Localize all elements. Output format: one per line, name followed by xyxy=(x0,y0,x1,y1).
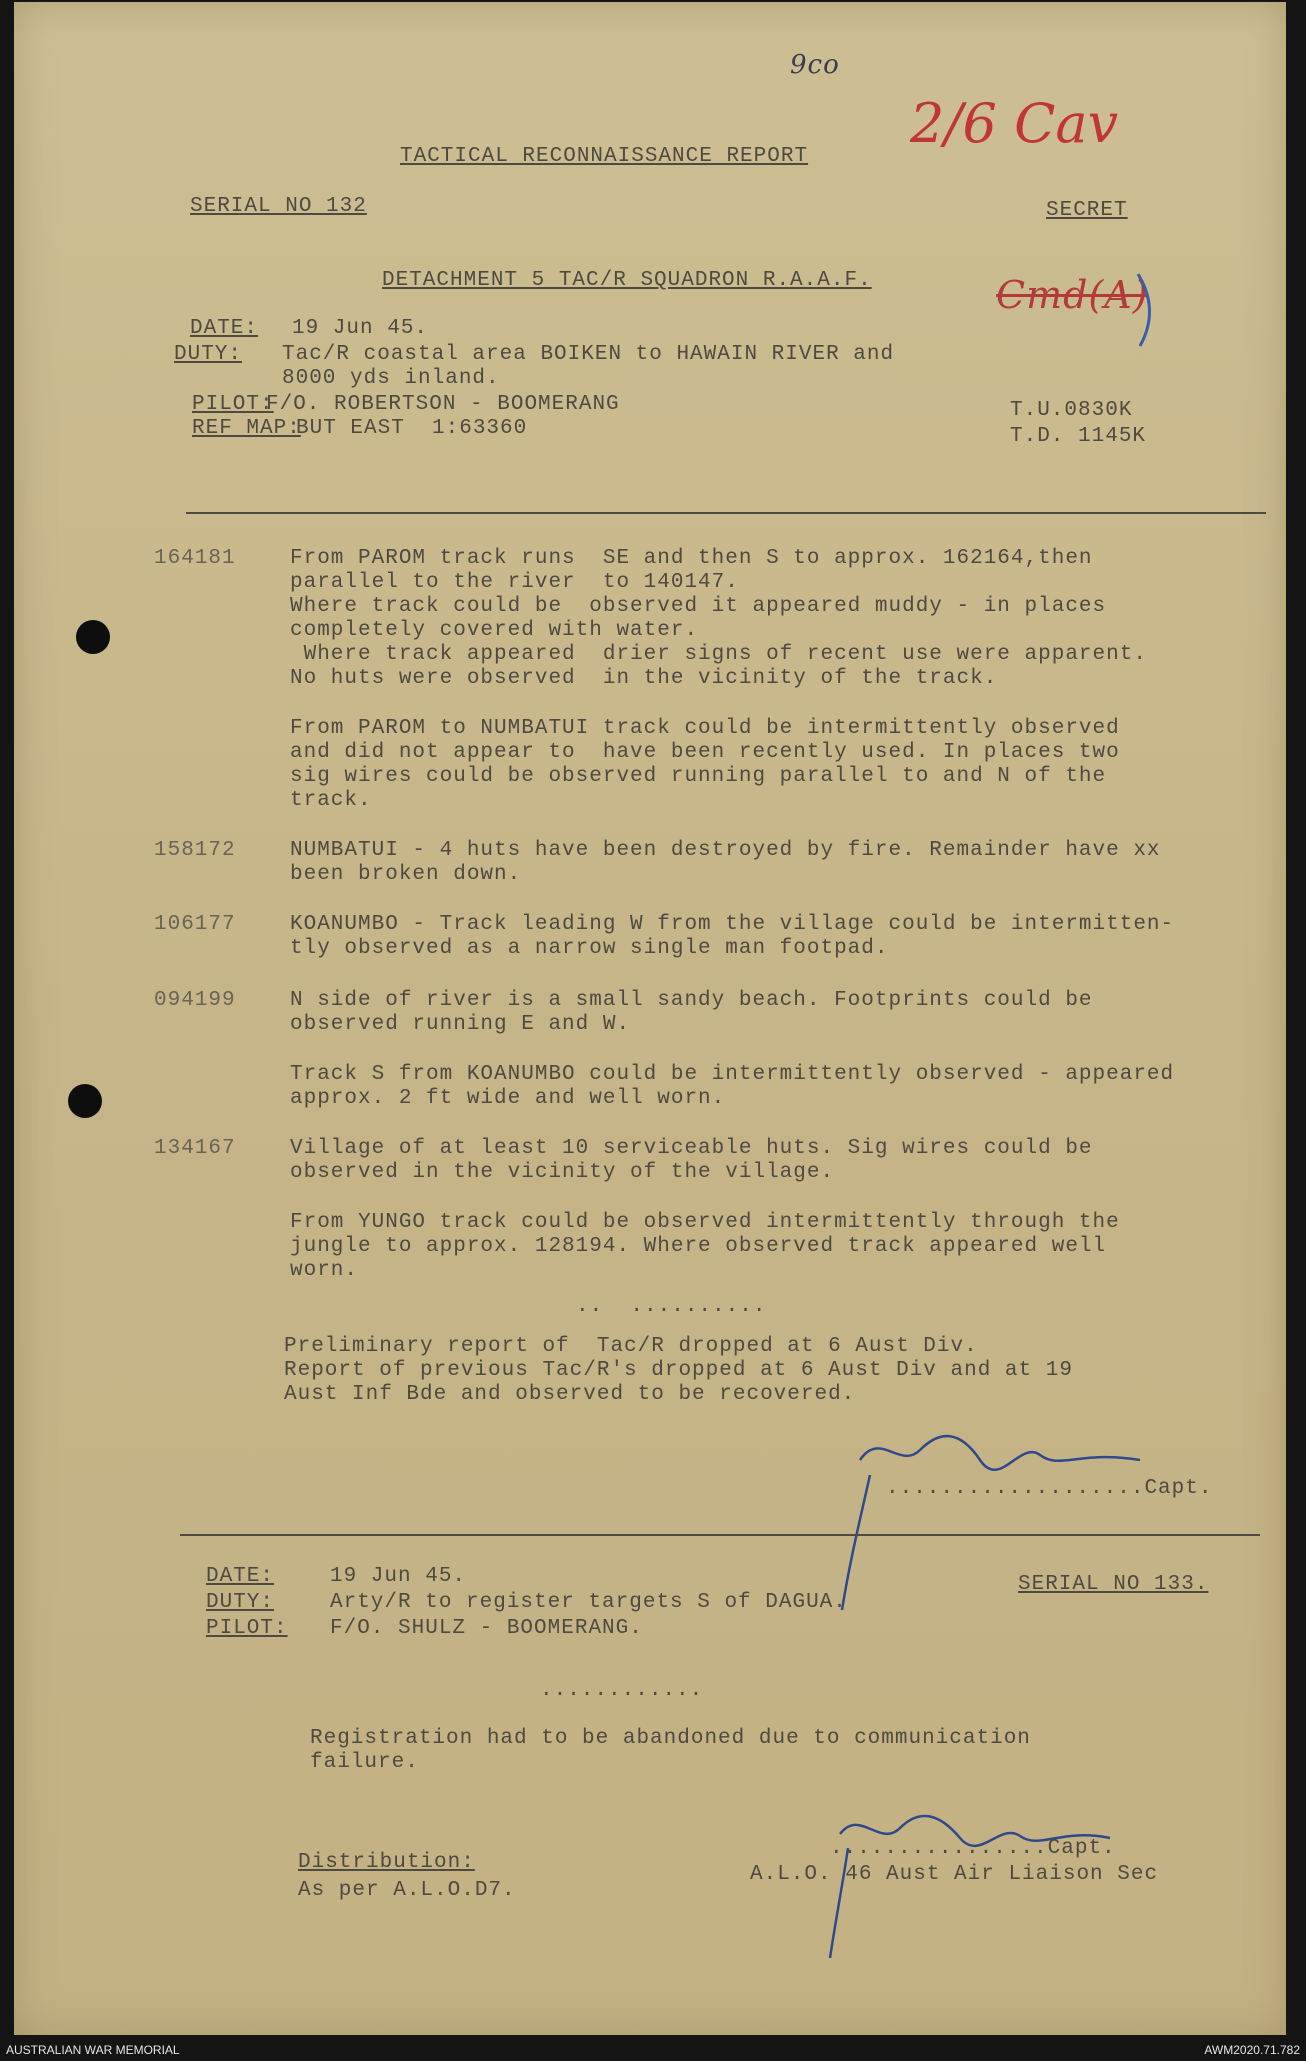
entry-6-line1: Track S from KOANUMBO could be intermittently observed - appeared xyxy=(290,1063,1175,1086)
detachment-heading: DETACHMENT 5 TAC/R SQUADRON R.A.A.F. xyxy=(382,269,872,292)
report2-body-line1: Registration had to be abandoned due to communication xyxy=(310,1727,1031,1750)
entry-5-line1: N side of river is a small sandy beach. Footprints could be xyxy=(290,989,1093,1012)
grid-ref-1: 164181 xyxy=(154,547,236,570)
entry-6-line2: approx. 2 ft wide and well worn. xyxy=(290,1087,726,1110)
section-divider-2 xyxy=(180,1534,1260,1536)
entry-7-line2: observed in the vicinity of the village. xyxy=(290,1161,835,1184)
serial-number-2: SERIAL NO 133. xyxy=(1018,1573,1209,1596)
serial-number: SERIAL NO 132 xyxy=(190,195,367,218)
handwritten-signature-2 xyxy=(820,1808,1140,1968)
entry-3-line1: NUMBATUI - 4 huts have been destroyed by fire. Remainder have xx xyxy=(290,839,1161,862)
grid-ref-3: 106177 xyxy=(154,913,236,936)
punch-hole-top xyxy=(76,620,110,654)
grid-ref-5: 134167 xyxy=(154,1137,236,1160)
entry-2-line4: track. xyxy=(290,789,372,812)
pilot-value: F/O. ROBERTSON - BOOMERANG xyxy=(266,393,620,416)
closing-line2: Report of previous Tac/R's dropped at 6 Aust Div and at 19 xyxy=(284,1359,1073,1382)
footer-right: AWM2020.71.782 xyxy=(1204,2043,1300,2057)
section-divider-1 xyxy=(186,512,1266,514)
entry-1-line4: completely covered with water. xyxy=(290,619,699,642)
entry-4-line1: KOANUMBO - Track leading W from the village could be intermitten- xyxy=(290,913,1175,936)
signature-line-2: ................Capt. xyxy=(830,1837,1116,1860)
pilot-value-2: F/O. SHULZ - BOOMERANG. xyxy=(330,1617,643,1640)
closing-line1: Preliminary report of Tac/R dropped at 6 Aust Div. xyxy=(284,1335,978,1358)
distribution-value: As per A.L.O.D7. xyxy=(298,1879,516,1902)
entry-7-line1: Village of at least 10 serviceable huts. Sig wires could be xyxy=(290,1137,1093,1160)
time-up: T.U.0830K xyxy=(1010,399,1133,422)
grid-ref-4: 094199 xyxy=(154,989,236,1012)
time-down: T.D. 1145K xyxy=(1010,425,1147,448)
entry-2-line1: From PAROM to NUMBATUI track could be intermittently observed xyxy=(290,717,1120,740)
duty-value-line1: Tac/R coastal area BOIKEN to HAWAIN RIVER and xyxy=(282,343,895,366)
entry-1-line6: No huts were observed in the vicinity of the track. xyxy=(290,667,998,690)
dotted-separator-2: ............ xyxy=(540,1679,704,1702)
pilot-label-2: PILOT: xyxy=(206,1617,288,1640)
grid-ref-2: 158172 xyxy=(154,839,236,862)
date-value-2: 19 Jun 45. xyxy=(330,1565,467,1588)
entry-2-line2: and did not appear to have been recently used. In places two xyxy=(290,741,1120,764)
entry-8-line1: From YUNGO track could be observed intermittently through the xyxy=(290,1211,1120,1234)
duty-label-2: DUTY: xyxy=(206,1591,275,1614)
handwritten-bracket xyxy=(1130,270,1170,350)
punch-hole-bottom xyxy=(68,1084,102,1118)
date-label: DATE: xyxy=(190,317,259,340)
signature-line-1: ...................Capt. xyxy=(886,1477,1213,1500)
entry-3-line2: been broken down. xyxy=(290,863,522,886)
entry-1-line2: parallel to the river to 140147. xyxy=(290,571,739,594)
duty-value-2: Arty/R to register targets S of DAGUA. xyxy=(330,1591,847,1614)
entry-5-line2: observed running E and W. xyxy=(290,1013,631,1036)
entry-1-line1: From PAROM track runs SE and then S to approx. 162164,then xyxy=(290,547,1093,570)
date-value: 19 Jun 45. xyxy=(292,317,429,340)
handwritten-unit-note: 2/6 Cav xyxy=(910,92,1119,155)
duty-label: DUTY: xyxy=(174,343,243,366)
report-title: TACTICAL RECONNAISSANCE REPORT xyxy=(400,145,809,168)
duty-value-line2: 8000 yds inland. xyxy=(282,367,500,390)
crossed-out-note: Cmd(A) xyxy=(996,273,1149,317)
classification: SECRET xyxy=(1046,199,1128,222)
signatory-unit: A.L.O. 46 Aust Air Liaison Sec xyxy=(750,1863,1159,1886)
distribution-label: Distribution: xyxy=(298,1851,475,1874)
pencil-note: 9co xyxy=(790,50,840,80)
entry-1-line3: Where track could be observed it appeared muddy - in places xyxy=(290,595,1107,618)
entry-1-line5: Where track appeared drier signs of recent use were apparent. xyxy=(290,643,1147,666)
ref-map-label: REF MAP: xyxy=(192,417,301,440)
entry-8-line2: jungle to approx. 128194. Where observed track appeared well xyxy=(290,1235,1107,1258)
entry-4-line2: tly observed as a narrow single man footpad. xyxy=(290,937,889,960)
footer-left: AUSTRALIAN WAR MEMORIAL xyxy=(6,2043,180,2057)
date-label-2: DATE: xyxy=(206,1565,275,1588)
entry-2-line3: sig wires could be observed running parallel to and N of the xyxy=(290,765,1107,788)
pilot-label: PILOT: xyxy=(192,393,274,416)
report2-body-line2: failure. xyxy=(310,1751,419,1774)
closing-line3: Aust Inf Bde and observed to be recovered. xyxy=(284,1383,856,1406)
ref-map-value: BUT EAST 1:63360 xyxy=(296,417,528,440)
entry-8-line3: worn. xyxy=(290,1259,359,1282)
dotted-separator-1: .. .......... xyxy=(576,1295,767,1318)
